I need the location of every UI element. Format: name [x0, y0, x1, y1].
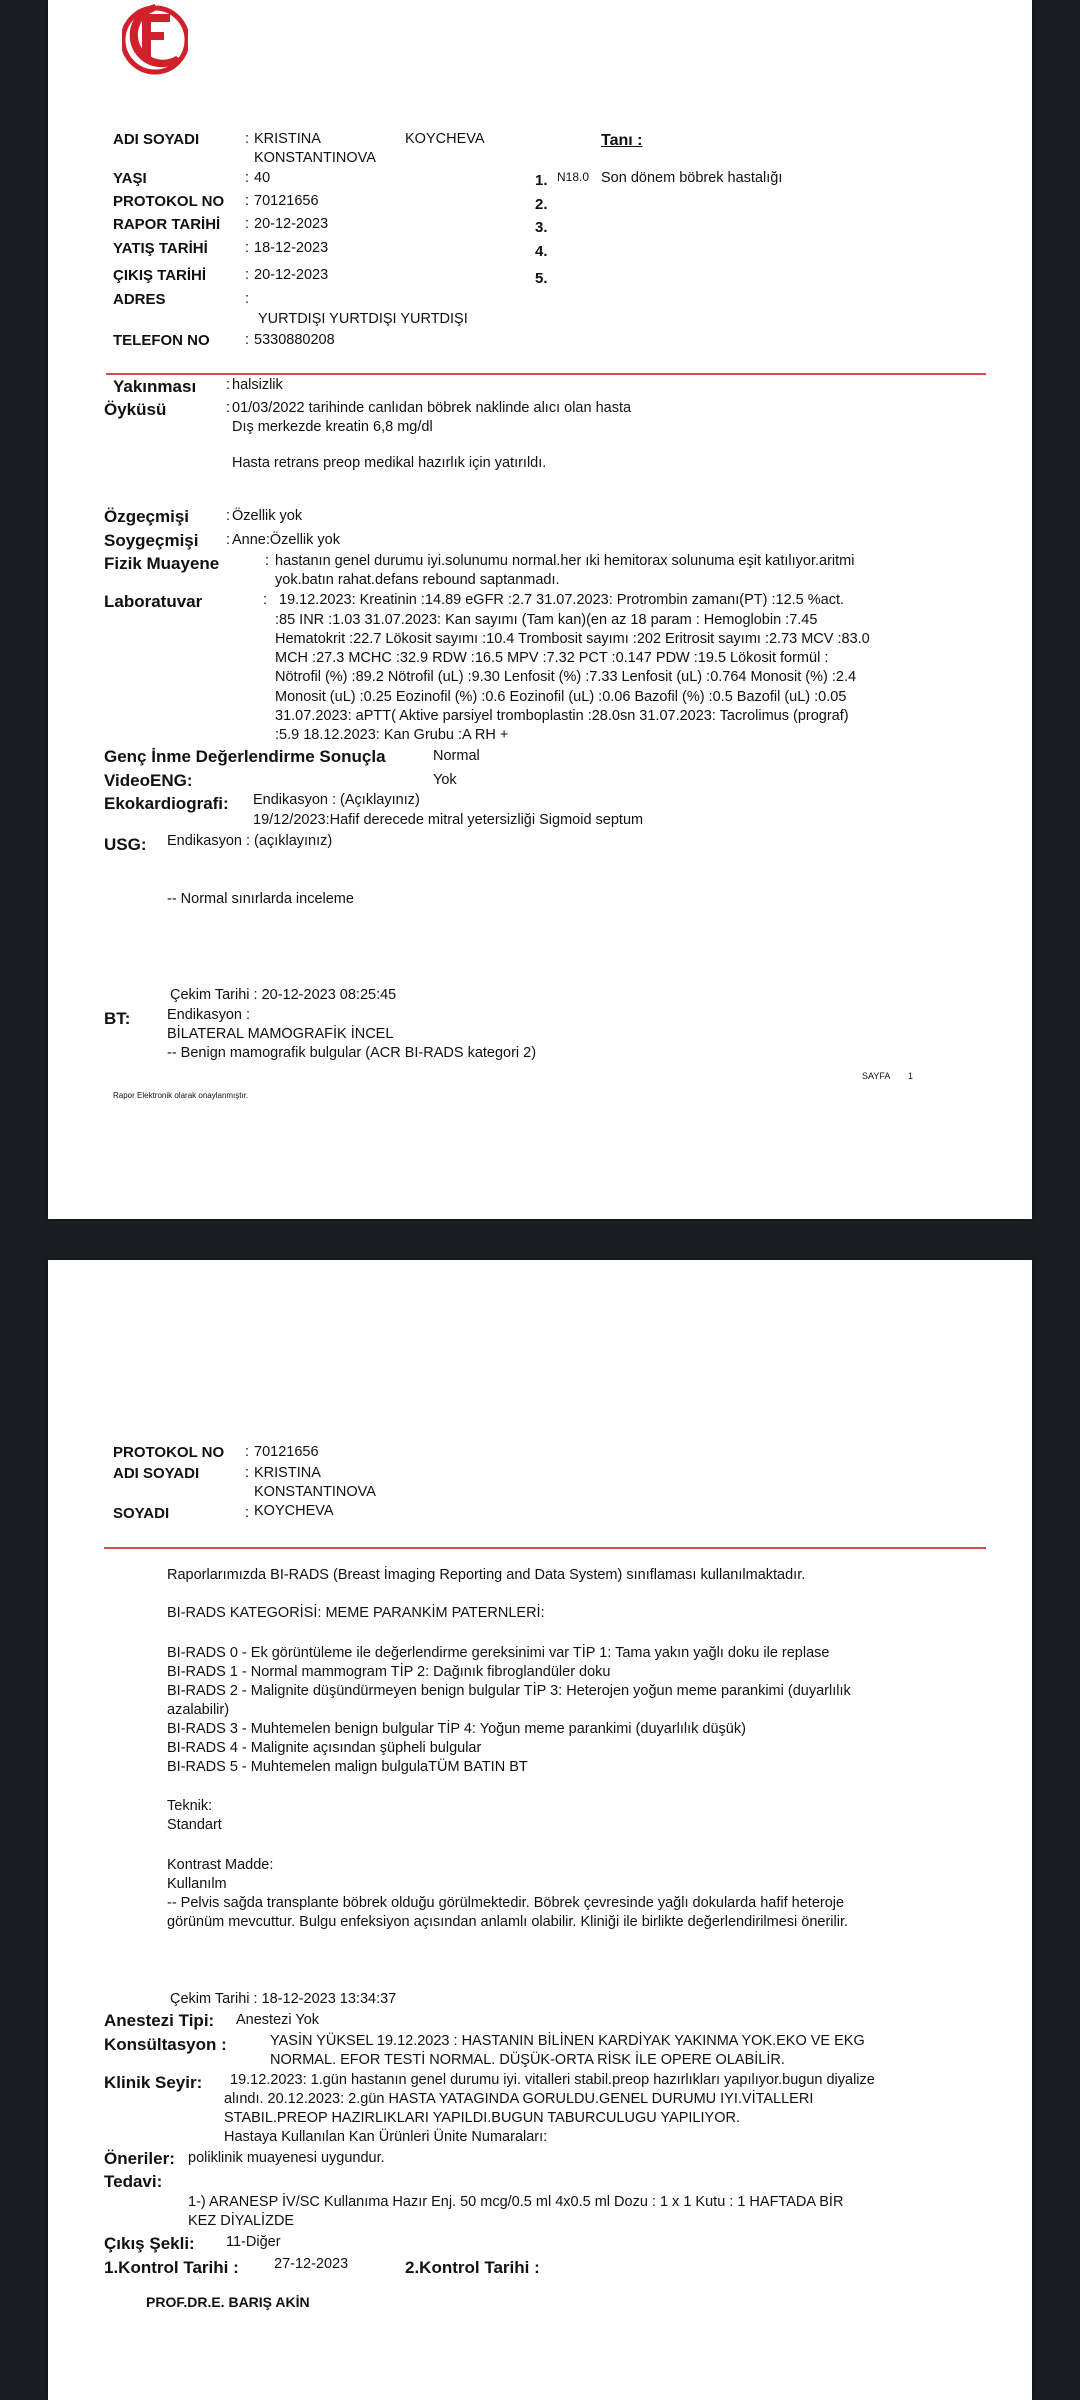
stroke-label: Genç İnme Değerlendirme Sonuçla [104, 747, 386, 766]
treatment-label: Tedavi: [104, 2172, 163, 2191]
echo-line: Endikasyon : (Açıklayınız) [253, 792, 420, 808]
course-line: alındı. 20.12.2023: 2.gün HASTA YATAGINDA GORULDU.GENEL DURUMU IYI.VİTALLERI [224, 2091, 814, 2107]
bt-line: BİLATERAL MAMOGRAFİK İNCEL [167, 1026, 394, 1042]
history-line: 01/03/2022 tarihinde canlıdan böbrek naklinde alıcı olan hasta [232, 400, 632, 416]
bt-label: BT: [104, 1009, 131, 1028]
first-name: KRISTINA [254, 131, 321, 147]
diagnosis-code: N18.0 [557, 170, 590, 184]
history-label: Öyküsü [104, 400, 167, 419]
anesthesia-label: Anestezi Tipi: [104, 2011, 215, 2030]
lab-line: Monosit (uL) :0.25 Eozinofil (%) :0.6 Eozinofil (uL) :0.06 Bazofil (%) :0.5 Bazofil (uL) :0.05 [275, 689, 847, 705]
phone-label: TELEFON NO [113, 332, 210, 349]
technique-label: Teknik: [167, 1798, 213, 1814]
history-line: Dış merkezde kreatin 6,8 mg/dl [232, 419, 433, 435]
birads-line: BI-RADS 2 - Malignite düşündürmeyen benign bulgular TİP 3: Heterojen yoğun meme parankimi (duyarlılık [167, 1683, 851, 1699]
protocol-label: PROTOKOL NO [113, 193, 225, 210]
exam-label: Fizik Muayene [104, 554, 220, 573]
name-label: ADI SOYADI [113, 1465, 200, 1482]
report-date-value: 20-12-2023 [254, 216, 329, 232]
discharge-label: ÇIKIŞ TARİHİ [113, 267, 207, 284]
birads-line: BI-RADS 1 - Normal mammogram TİP 2: Dağınık fibroglandüler doku [167, 1664, 611, 1680]
videoeng-value: Yok [433, 772, 457, 788]
diagnosis-no: 5. [535, 270, 548, 287]
family-history-value: Anne:Özellik yok [232, 532, 340, 548]
first-name: KRISTINA [254, 1465, 321, 1481]
exam-line: yok.batın rahat.defans rebound saptanmadı. [275, 572, 560, 588]
bt-scan-date: Çekim Tarihi : 20-12-2023 08:25:45 [170, 987, 397, 1003]
family-history-label: Soygeçmişi [104, 531, 199, 550]
diagnosis-no: 2. [535, 196, 548, 213]
contrast-label: Kontrast Madde: [167, 1857, 274, 1873]
usg-result: -- Normal sınırlarda inceleme [167, 891, 354, 907]
lab-line: Nötrofil (%) :89.2 Nötrofil (uL) :9.30 Lenfosit (%) :7.33 Lenfosit (uL) :0.764 Monosit (%) :2.4 [275, 669, 857, 685]
page-label: SAYFA [862, 1071, 891, 1081]
lab-line: MCH :27.3 MCHC :32.9 RDW :16.5 MPV :7.32 PCT :0.147 PDW :19.5 Lökosit formül : [275, 650, 829, 666]
lab-line: :5.9 18.12.2023: Kan Grubu :A RH + [275, 727, 509, 743]
middle-name: KONSTANTINOVA [254, 1484, 376, 1500]
stroke-value: Normal [433, 748, 480, 764]
exam-line: hastanın genel durumu iyi.solunumu normal.her ıki hemitorax solunuma eşit katılıyor.aritmi [275, 553, 855, 569]
birads-intro: Raporlarımızda BI-RADS (Breast İmaging Reporting and Data System) sınıflaması kullanılmaktadır. [167, 1567, 806, 1583]
usg-indication: Endikasyon : (açıklayınız) [167, 833, 333, 849]
control1-date: 27-12-2023 [274, 2256, 349, 2272]
doctor-name: PROF.DR.E. BARIŞ AKİN [146, 2294, 310, 2310]
technique-value: Standart [167, 1817, 222, 1833]
surname-value: KOYCHEVA [254, 1503, 334, 1519]
usg-label: USG: [104, 835, 147, 854]
report-date-label: RAPOR TARİHİ [113, 216, 221, 233]
birads-line: BI-RADS 0 - Ek görüntüleme ile değerlendirme gereksinimi var TİP 1: Tama yakın yağlı doku ile replase [167, 1645, 830, 1661]
findings-line: -- Pelvis sağda transplante böbrek olduğu görülmektedir. Böbrek çevresinde yağlı dokularda hafif heteroje [167, 1895, 845, 1911]
complaint-value: halsizlik [232, 377, 283, 393]
birads-line: BI-RADS 4 - Malignite açısından şüpheli bulgular [167, 1740, 482, 1756]
birads-line: BI-RADS 5 - Muhtemelen malign bulgulaTÜM BATIN BT [167, 1759, 528, 1775]
treatment-line: KEZ DİYALİZDE [188, 2213, 295, 2229]
bt-line: -- Benign mamografik bulgular (ACR BI-RADS kategori 2) [167, 1045, 537, 1061]
treatment-line: 1-) ARANESP İV/SC Kullanıma Hazır Enj. 50 mcg/0.5 ml 4x0.5 ml Dozu : 1 x 1 Kutu : 1 HAFTADA BİR [188, 2194, 844, 2210]
personal-history-label: Özgeçmişi [104, 507, 190, 526]
diagnosis-no: 1. [535, 172, 548, 189]
course-line: Hastaya Kullanılan Kan Ürünleri Ünite Numaraları: [224, 2129, 548, 2145]
page-number: 1 [908, 1071, 914, 1081]
discharge-value: 20-12-2023 [254, 267, 329, 283]
bt-line: Endikasyon : [167, 1007, 251, 1023]
lab-line: 31.07.2023: aPTT( Aktive parsiyel tromboplastin :28.0sn 31.07.2023: Tacrolimus (prograf) [275, 708, 849, 724]
course-line: 19.12.2023: 1.gün hastanın genel durumu iyi. vitalleri stabil.preop hazırlıkları yapılıyor.bugun diyalize [230, 2072, 875, 2088]
advice-label: Öneriler: [104, 2149, 175, 2168]
diagnosis-title: Tanı : [601, 132, 643, 149]
footer-note: Rapor Elektronik olarak onaylanmıştır. [113, 1091, 249, 1100]
middle-name: KONSTANTINOVA [254, 150, 376, 166]
report-page-1: ADI SOYADI : KRISTINA KOYCHEVA KONSTANTINOVA YAŞI : 40 PROTOKOL NO : 70121656 RAPOR TARİHİ : 20-12-2023 YATIŞ TARİHİ : 18-12-2023 ÇIKIŞ TARİHİ : 20-12-2023 ADRES : YURTDIŞI YURTDIŞI YURTDIŞI TELEFON NO : 5330880208 Tanı : 1. N18.0 Son dönem böbrek hastalığı 2. 3. 4. 5. Yakınması : halsizlik Öyküsü : 01/03/2022 tarihinde canlıdan böbrek naklinde alıcı olan hasta Dış merkezde kreatin 6,8 mg/dl Hasta retrans preop medikal hazırlık için yatırıldı. Özgeçmişi : Özellik yok Soygeçmişi : Anne:Özellik yok Fizik Muayene : hastanın genel durumu iyi.solunumu normal.her ıki hemitorax solunuma eşit katılıyor.aritmi yok.batın rahat.defans rebound saptanmadı. Laboratuvar : 19.12.2023: Kreatinin :14.89 eGFR :2.7 31.07.2023: Protrombin zamanı(PT) :12.5 %act. :85 INR :1.03 31.07.2023: Kan sayımı (Tam kan)(en az 18 param : Hemoglobin :7.45 Hematokrit :22.7 Lökosit sayımı :10.4 Trombosit sayımı :202 Eritrosit sayımı :2.73 MCV :83.0 MCH :27.3 MCHC :32.9 RDW :16.5 MPV :7.32 PCT :0.147 PDW :19.5 Lökosit formül : Nötrofil (%) :89.2 Nötrofil (uL) :9.30 Lenfosit (%) :7.33 Lenfosit (uL) :0.764 Monosit (%) :2.4 Monosit (uL) :0.25 Eozinofil (%) :0.6 Eozinofil (uL) :0.06 Bazofil (%) :0.5 Bazofil (uL) :0.05 31.07.2023: aPTT( Aktive parsiyel tromboplastin :28.0sn 31.07.2023: Tacrolimus (prograf) :5.9 18.12.2023: Kan Grubu :A RH + Genç İnme Değerlendirme Sonuçla Normal VideoENG: Yok Ekokardiografi: Endikasyon : (Açıklayınız) 19/12/2023:Hafif derecede mitral yetersizliği Sigmoid septum USG: Endikasyon : (açıklayınız) -- Normal sınırlarda inceleme Çekim Tarihi : 20-12-2023 08:25:45 BT: Endikasyon : BİLATERAL MAMOGRAFİK İNCEL -- Benign mamografik bulgular (ACR BI-RADS kategori 2) SAYFA 1 Rapor Elektronik olarak onaylanmıştır. [48, 0, 1032, 1219]
consult-label: Konsültasyon : [104, 2035, 227, 2054]
surname-label: SOYADI [113, 1505, 170, 1522]
address-label: ADRES [113, 291, 166, 308]
protocol-value: 70121656 [254, 193, 319, 209]
section-divider [104, 1547, 986, 1549]
lab-line: Hematokrit :22.7 Lökosit sayımı :10.4 Trombosit sayımı :202 Eritrosit sayımı :2.73 MCV :83.0 [275, 631, 870, 647]
hospital-logo-icon [122, 2, 188, 78]
diagnosis-text: Son dönem böbrek hastalığı [601, 170, 783, 186]
echo-line: 19/12/2023:Hafif derecede mitral yetersizliği Sigmoid septum [253, 812, 644, 828]
birads-title: BI-RADS KATEGORİSİ: MEME PARANKİM PATERNLERİ: [167, 1605, 545, 1621]
findings-line: görünüm mevcuttur. Bulgu enfeksiyon açısından anlamlı olabilir. Kliniği ile birlikte değerlendirilmesi önerilir. [167, 1914, 849, 1930]
address-value: YURTDIŞI YURTDIŞI YURTDIŞI [258, 311, 468, 327]
control2-label: 2.Kontrol Tarihi : [405, 2258, 540, 2277]
age-value: 40 [254, 170, 271, 186]
exit-label: Çıkış Şekli: [104, 2234, 195, 2253]
name-label: ADI SOYADI [113, 131, 200, 148]
age-label: YAŞI [113, 170, 147, 187]
exit-value: 11-Diğer [226, 2234, 281, 2250]
consult-line: YASİN YÜKSEL 19.12.2023 : HASTANIN BİLİNEN KARDİYAK YAKINMA YOK.EKO VE EKG [270, 2033, 865, 2049]
contrast-value: Kullanılm [167, 1876, 227, 1892]
lab-line: :85 INR :1.03 31.07.2023: Kan sayımı (Tam kan)(en az 18 param : Hemoglobin :7.45 [275, 612, 818, 628]
last-name: KOYCHEVA [405, 131, 485, 147]
videoeng-label: VideoENG: [104, 771, 193, 790]
birads-line: azalabilir) [167, 1702, 230, 1718]
anesthesia-value: Anestezi Yok [236, 2012, 320, 2028]
admission-value: 18-12-2023 [254, 240, 329, 256]
lab-label: Laboratuvar [104, 592, 203, 611]
complaint-label: Yakınması [113, 377, 197, 396]
history-line: Hasta retrans preop medikal hazırlık için yatırıldı. [232, 455, 547, 471]
course-line: STABIL.PREOP HAZIRLIKLARI YAPILDI.BUGUN TABURCULUGU YAPILIYOR. [224, 2110, 740, 2126]
course-label: Klinik Seyir: [104, 2073, 203, 2092]
advice-value: poliklinik muayenesi uygundur. [188, 2150, 385, 2166]
diagnosis-no: 4. [535, 243, 548, 260]
protocol-value: 70121656 [254, 1444, 319, 1460]
diagnosis-no: 3. [535, 219, 548, 236]
report-page-2: PROTOKOL NO : 70121656 ADI SOYADI : KRISTINA KONSTANTINOVA SOYADI : KOYCHEVA Raporlarımızda BI-RADS (Breast İmaging Reporting and Data System) sınıflaması kullanılmaktadır. BI-RADS KATEGORİSİ: MEME PARANKİM PATERNLERİ: BI-RADS 0 - Ek görüntüleme ile değerlendirme gereksinimi var TİP 1: Tama yakın yağlı doku ile replase BI-RADS 1 - Normal mammogram TİP 2: Dağınık fibroglandüler doku BI-RADS 2 - Malignite düşündürmeyen benign bulgular TİP 3: Heterojen yoğun meme parankimi (duyarlılık azalabilir) BI-RADS 3 - Muhtemelen benign bulgular TİP 4: Yoğun meme parankimi (duyarlılık düşük) BI-RADS 4 - Malignite açısından şüpheli bulgular BI-RADS 5 - Muhtemelen malign bulgulaTÜM BATIN BT Teknik: Standart Kontrast Madde: Kullanılm -- Pelvis sağda transplante böbrek olduğu görülmektedir. Böbrek çevresinde yağlı dokularda hafif heteroje görünüm mevcuttur. Bulgu enfeksiyon açısından anlamlı olabilir. Kliniği ile birlikte değerlendirilmesi önerilir. Çekim Tarihi : 18-12-2023 13:34:37 Anestezi Tipi: Anestezi Yok Konsültasyon : YASİN YÜKSEL 19.12.2023 : HASTANIN BİLİNEN KARDİYAK YAKINMA YOK.EKO VE EKG NORMAL. EFOR TESTİ NORMAL. DÜŞÜK-ORTA RİSK İLE OPERE OLABİLİR. Klinik Seyir: 19.12.2023: 1.gün hastanın genel durumu iyi. vitalleri stabil.preop hazırlıkları yapılıyor.bugun diyalize alındı. 20.12.2023: 2.gün HASTA YATAGINDA GORULDU.GENEL DURUMU IYI.VİTALLERI STABIL.PREOP HAZIRLIKLARI YAPILDI.BUGUN TABURCULUGU YAPILIYOR. Hastaya Kullanılan Kan Ürünleri Ünite Numaraları: Öneriler: poliklinik muayenesi uygundur. Tedavi: 1-) ARANESP İV/SC Kullanıma Hazır Enj. 50 mcg/0.5 ml 4x0.5 ml Dozu : 1 x 1 Kutu : 1 HAFTADA BİR KEZ DİYALİZDE Çıkış Şekli: 11-Diğer 1.Kontrol Tarihi : 27-12-2023 2.Kontrol Tarihi : PROF.DR.E. BARIŞ AKİN [48, 1260, 1032, 2400]
lab-line: 19.12.2023: Kreatinin :14.89 eGFR :2.7 31.07.2023: Protrombin zamanı(PT) :12.5 %act. [279, 592, 845, 608]
section-divider [106, 373, 986, 375]
control1-label: 1.Kontrol Tarihi : [104, 2258, 239, 2277]
personal-history-value: Özellik yok [232, 508, 303, 524]
birads-line: BI-RADS 3 - Muhtemelen benign bulgular TİP 4: Yoğun meme parankimi (duyarlılık düşük) [167, 1721, 746, 1737]
scan-date: Çekim Tarihi : 18-12-2023 13:34:37 [170, 1991, 397, 2007]
protocol-label: PROTOKOL NO [113, 1444, 225, 1461]
admission-label: YATIŞ TARİHİ [113, 240, 208, 257]
consult-line: NORMAL. EFOR TESTİ NORMAL. DÜŞÜK-ORTA RİSK İLE OPERE OLABİLİR. [270, 2052, 785, 2068]
phone-value: 5330880208 [254, 332, 335, 348]
echo-label: Ekokardiografi: [104, 794, 229, 813]
